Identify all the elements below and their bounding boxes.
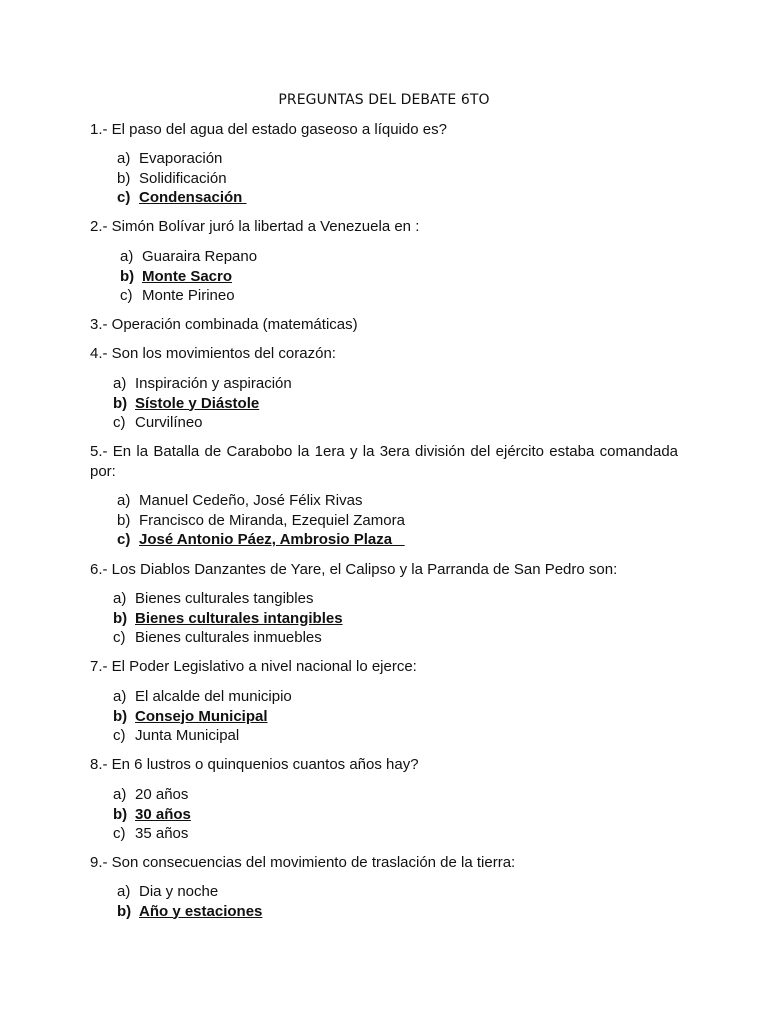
option-b: b) Solidificación [117, 169, 227, 187]
option-c: c) Monte Pirineo [120, 287, 235, 304]
question-5: 5.- En la Batalla de Carabobo la 1era y la 3era división del ejército estaba comandada por: [90, 443, 678, 480]
option-c: c) Bienes culturales inmuebles [113, 629, 322, 646]
question-1: 1.- El paso del agua del estado gaseoso a líquido es? [90, 121, 447, 138]
question-5-options [117, 491, 405, 550]
option-a: a) Inspiración y aspiración [113, 375, 292, 392]
question-9-options [117, 882, 262, 921]
question-2: 2.- Simón Bolívar juró la libertad a Venezuela en : [90, 218, 420, 235]
question-6-options [113, 589, 343, 648]
option-a: a) Bienes culturales tangibles [113, 590, 314, 607]
option-b-correct: b) Monte Sacro [120, 267, 233, 285]
option-a: a) Guaraira Repano [120, 248, 258, 265]
document-title: PREGUNTAS DEL DEBATE 6TO [278, 92, 490, 108]
option-a: a) El alcalde del municipio [113, 688, 292, 705]
option-a: a) Manuel Cedeño, José Félix Rivas [117, 492, 363, 509]
question-7-options [113, 687, 292, 746]
option-c-correct: c) José Antonio Páez, Ambrosio Plaza [117, 531, 405, 548]
option-b-correct: b) 30 años [113, 805, 191, 823]
question-1-options [117, 149, 247, 208]
option-b-correct: b) Consejo Municipal [113, 707, 268, 725]
question-6: 6.- Los Diablos Danzantes de Yare, el Calipso y la Parranda de San Pedro son: [90, 561, 618, 578]
question-3: 3.- Operación combinada (matemáticas) [90, 316, 358, 333]
question-8-options [113, 785, 191, 844]
option-b: b) Francisco de Miranda, Ezequiel Zamora [117, 511, 405, 529]
option-b-correct: b) Sístole y Diástole [113, 394, 260, 412]
option-b-correct: b) Bienes culturales intangibles [113, 609, 343, 627]
option-a: a) Dia y noche [117, 883, 219, 900]
option-c: c) 35 años [113, 825, 189, 842]
question-8: 8.- En 6 lustros o quinquenios cuantos años hay? [90, 756, 419, 773]
question-4-options [113, 374, 292, 433]
option-a: a) 20 años [113, 786, 189, 803]
question-7: 7.- El Poder Legislativo a nivel nacional lo ejerce: [90, 658, 417, 675]
option-c: c) Curvilíneo [113, 414, 203, 431]
option-c-correct: c) Condensación [117, 189, 247, 206]
option-c: c) Junta Municipal [113, 727, 240, 744]
question-9: 9.- Son consecuencias del movimiento de traslación de la tierra: [90, 854, 516, 871]
question-2-options [120, 247, 257, 306]
option-b-correct: b) Año y estaciones [117, 902, 263, 920]
question-4: 4.- Son los movimientos del corazón: [90, 345, 336, 362]
option-a: a) Evaporación [117, 150, 223, 167]
